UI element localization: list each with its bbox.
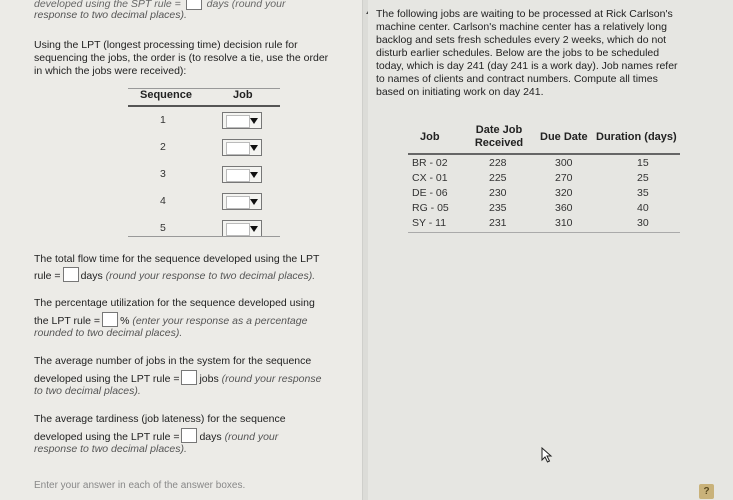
q-avg-pre: developed using the LPT rule = (34, 373, 180, 385)
problem-line: to names of clients and contract numbers. Compute all times (376, 73, 658, 85)
seq-header-sequence: Sequence (140, 89, 192, 101)
seq-table-head-border (128, 105, 280, 107)
seq-row-4-number: 4 (160, 195, 166, 207)
flow-time-input[interactable] (63, 267, 79, 282)
jobs-table-head-border (408, 153, 680, 155)
q-flow-unit: days (80, 270, 103, 282)
jobs-cell-due: 300 (555, 157, 573, 169)
problem-line: disturb earlier schedules. Below are the jobs to be scheduled (376, 47, 660, 59)
dropdown-field (226, 223, 250, 236)
tardiness-input[interactable] (181, 428, 197, 443)
q-avg-hint1: (round your response (221, 373, 322, 385)
dropdown-field (226, 169, 250, 182)
jobs-cell-job: BR - 02 (412, 157, 448, 169)
q-util-hint1: (enter your response as a percentage (132, 315, 308, 327)
q-tard-hint2: response to two decimal places). (34, 443, 187, 455)
dropdown-field (226, 196, 250, 209)
jobs-table-bottom-border (408, 232, 680, 233)
q-flow-line1: The total flow time for the sequence developed using the LPT (34, 253, 320, 265)
jobs-cell-job: CX - 01 (412, 172, 448, 184)
utilization-input[interactable] (102, 312, 118, 327)
q-avg-line2 (34, 370, 321, 386)
problem-pane (368, 0, 733, 500)
q-util-line2 (34, 312, 307, 328)
jobs-cell-received: 235 (489, 202, 507, 214)
problem-line: today, which is day 241 (day 241 is a work day). Job names refer (376, 60, 678, 72)
q-flow-line2 (34, 267, 315, 283)
jobs-cell-job: SY - 11 (412, 217, 447, 229)
seq-row-3-job-dropdown[interactable] (222, 166, 262, 183)
chevron-down-icon (250, 226, 258, 232)
seq-row-3-number: 3 (160, 168, 166, 180)
q-tard-line2 (34, 428, 278, 444)
q-flow-hint: (round your response to two decimal places). (105, 270, 316, 282)
top-cut-after: days (round your (206, 0, 286, 10)
chevron-down-icon (250, 172, 258, 178)
seq-row-5-number: 5 (160, 222, 166, 234)
q-tard-unit: days (199, 431, 222, 443)
q-util-pre: the LPT rule = (34, 315, 101, 327)
seq-row-2-number: 2 (160, 141, 166, 153)
lpt-instruction: Using the LPT (longest processing time) decision rule for sequencing the jobs, the order is (to resolve a tie, use the order in which the jobs were received): (34, 39, 329, 77)
jobs-header-job: Job (420, 131, 440, 143)
question-pane (0, 0, 362, 500)
q-util-hint2: rounded to two decimal places). (34, 327, 183, 339)
jobs-cell-duration: 15 (637, 157, 649, 169)
jobs-header-received-line2: Received (474, 137, 524, 149)
jobs-header-duration: Duration (days) (596, 131, 677, 143)
help-button[interactable]: ? (699, 484, 714, 499)
q-tard-line1: The average tardiness (job lateness) for the sequence (34, 413, 286, 425)
spt-flow-input[interactable] (186, 0, 202, 10)
avg-jobs-input[interactable] (181, 370, 197, 385)
q-avg-line1: The average number of jobs in the system for the sequence (34, 355, 312, 367)
mouse-cursor-icon (541, 447, 553, 463)
problem-line: based on initiating work on day 241. (376, 86, 544, 98)
seq-row-4-job-dropdown[interactable] (222, 193, 262, 210)
seq-row-1-number: 1 (160, 114, 166, 126)
jobs-cell-duration: 35 (637, 187, 649, 199)
problem-line: The following jobs are waiting to be processed at Rick Carlson's (376, 8, 673, 20)
chevron-down-icon (250, 118, 258, 124)
seq-row-1-job-dropdown[interactable] (222, 112, 262, 129)
top-cut-before: developed using the SPT rule = (34, 0, 181, 10)
q-avg-unit: jobs (199, 373, 219, 385)
q-tard-hint1: (round your (224, 431, 279, 443)
dropdown-field (226, 142, 250, 155)
problem-line: machine center. Carlson's machine center has a relatively long (376, 21, 667, 33)
top-line: response to two decimal places). (34, 9, 187, 21)
q-flow-pre: rule = (34, 270, 61, 282)
chevron-down-icon (250, 145, 258, 151)
seq-header-job: Job (233, 89, 253, 101)
jobs-cell-due: 320 (555, 187, 573, 199)
problem-paragraph (376, 8, 721, 99)
dropdown-field (226, 115, 250, 128)
jobs-cell-due: 270 (555, 172, 573, 184)
jobs-cell-duration: 25 (637, 172, 649, 184)
jobs-cell-received: 231 (489, 217, 507, 229)
jobs-cell-job: DE - 06 (412, 187, 448, 199)
chevron-down-icon (250, 199, 258, 205)
footer-instruction: Enter your answer in each of the answer boxes. (34, 480, 246, 491)
q-avg-hint2: to two decimal places). (34, 385, 141, 397)
problem-line: backlog and sets fresh schedules every 2 weeks, which do not (376, 34, 667, 46)
jobs-header-due: Due Date (540, 131, 588, 143)
jobs-cell-duration: 30 (637, 217, 649, 229)
jobs-cell-duration: 40 (637, 202, 649, 214)
jobs-header-received-line1: Date Job (475, 124, 523, 136)
jobs-cell-due: 360 (555, 202, 573, 214)
jobs-cell-received: 225 (489, 172, 507, 184)
jobs-header-received (469, 124, 529, 150)
jobs-cell-received: 228 (489, 157, 507, 169)
jobs-cell-received: 230 (489, 187, 507, 199)
seq-table-bottom-border (128, 236, 280, 237)
q-util-unit: % (120, 315, 130, 327)
seq-row-5-job-dropdown[interactable] (222, 220, 262, 237)
q-util-line1: The percentage utilization for the sequence developed using (34, 297, 315, 309)
jobs-cell-due: 310 (555, 217, 573, 229)
q-tard-pre: developed using the LPT rule = (34, 431, 180, 443)
jobs-cell-job: RG - 05 (412, 202, 449, 214)
seq-row-2-job-dropdown[interactable] (222, 139, 262, 156)
